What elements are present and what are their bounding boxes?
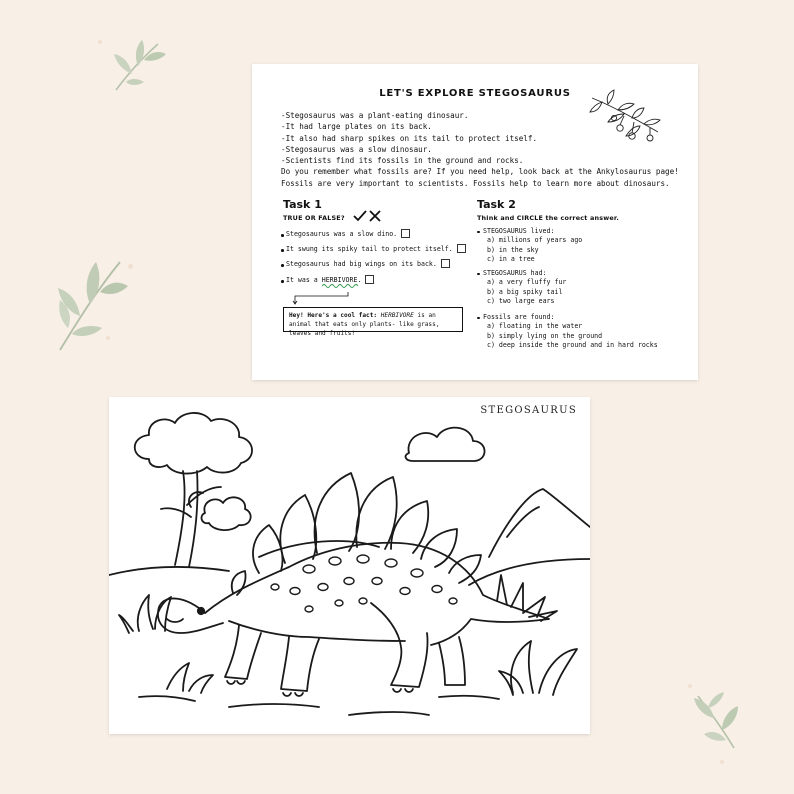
question-text: STEGOSAURUS had: xyxy=(477,269,566,278)
bullet xyxy=(281,234,284,237)
bullet xyxy=(281,249,284,252)
tree-canopy xyxy=(135,413,252,474)
quiz-question xyxy=(477,269,566,307)
true-false-item xyxy=(286,229,410,238)
tail-spike xyxy=(497,575,507,605)
arrow-connector xyxy=(292,290,352,306)
wavy-underline xyxy=(322,283,360,288)
worksheet-title: LET'S EXPLORE STEGOSAURUS xyxy=(379,88,571,99)
answer-option[interactable]: a) millions of years ago xyxy=(487,236,583,245)
fact-term: HERBIVORE xyxy=(380,312,414,319)
true-false-item xyxy=(286,259,450,268)
intro-line: Fossils are very important to scientists. Fossils help to learn more about dinosaurs. xyxy=(281,178,670,188)
leaf-sprig-icon xyxy=(108,38,168,94)
answer-checkbox[interactable] xyxy=(365,275,374,284)
task2-title: Task 2 xyxy=(477,198,516,211)
answer-option[interactable]: b) simply lying on the ground xyxy=(487,331,603,340)
tree-trunk xyxy=(175,471,198,567)
intro-line: -It had large plates on its back. xyxy=(281,122,432,132)
answer-checkbox[interactable] xyxy=(457,244,466,253)
intro-line: -It also had sharp spikes on its tail to protect itself. xyxy=(281,133,538,143)
bullet xyxy=(281,280,284,283)
front-leg xyxy=(281,637,319,691)
bullet xyxy=(281,264,284,267)
bg-dot xyxy=(720,760,724,764)
back-plate xyxy=(356,477,396,549)
answer-option[interactable]: b) a big spiky tail xyxy=(487,287,563,296)
answer-option[interactable]: c) two large ears xyxy=(487,297,555,306)
statement-prefix: It was a xyxy=(286,275,322,284)
statement-suffix: . xyxy=(357,275,362,284)
bush xyxy=(499,641,577,695)
answer-checkbox[interactable] xyxy=(441,259,450,268)
answer-option[interactable]: c) in a tree xyxy=(487,255,535,264)
fact-rest: is an animal that eats only plants- like grass, leaves and fruits! xyxy=(289,312,440,337)
question-text: STEGOSAURUS lived: xyxy=(477,227,582,236)
tail-spike xyxy=(529,611,557,621)
task1-title: Task 1 xyxy=(283,198,322,211)
intro-line: -Stegosaurus was a slow dinosaur. xyxy=(281,144,432,154)
answer-option[interactable]: a) a very fluffy fur xyxy=(487,278,567,287)
question-text: Fossils are found: xyxy=(477,313,658,322)
check-icon xyxy=(353,210,367,222)
task1-subtitle: TRUE OR FALSE? xyxy=(283,214,345,222)
leaf-sprig-icon xyxy=(50,254,130,354)
statement-text: Stegosaurus had big wings on its back. xyxy=(286,259,437,268)
herbivore-word: HERBIVORE xyxy=(321,275,358,284)
quiz-question xyxy=(477,227,582,265)
fact-box xyxy=(283,307,463,337)
intro-text xyxy=(281,110,691,189)
true-false-item xyxy=(286,244,466,253)
leaf-sprig-icon xyxy=(688,688,748,752)
quiz-question xyxy=(477,313,658,351)
cross-icon xyxy=(369,210,381,222)
statement-text: It swung its spiky tail to protect itself. xyxy=(286,244,453,253)
statement-text: Stegosaurus was a slow dino. xyxy=(286,229,398,238)
intro-line: -Scientists find its fossils in the ground and rocks. xyxy=(281,156,524,166)
intro-line: Do you remember what fossils are? If you need help, look back at the Ankylosaurus page! xyxy=(281,167,679,177)
back-plate xyxy=(280,495,316,563)
worksheet-card xyxy=(252,64,698,380)
mountain xyxy=(489,489,590,557)
front-leg xyxy=(225,625,261,679)
fact-lead: Hey! Here's a cool fact: xyxy=(289,312,378,319)
answer-option[interactable]: b) in the sky xyxy=(487,245,539,254)
answer-option[interactable]: a) floating in the water xyxy=(487,322,583,331)
cloud xyxy=(406,428,485,461)
coloring-page-title: STEGOSAURUS xyxy=(480,405,577,416)
answer-option[interactable]: c) deep inside the ground and in hard rocks xyxy=(487,341,658,350)
stegosaurus-illustration xyxy=(109,397,590,734)
intro-line: -Stegosaurus was a plant-eating dinosaur. xyxy=(281,111,469,120)
hind-leg xyxy=(371,603,428,687)
bg-dot xyxy=(98,40,102,44)
task2-subtitle: Think and CIRCLE the correct answer. xyxy=(477,214,619,222)
answer-checkbox[interactable] xyxy=(401,229,410,238)
coloring-page-card xyxy=(109,397,590,734)
